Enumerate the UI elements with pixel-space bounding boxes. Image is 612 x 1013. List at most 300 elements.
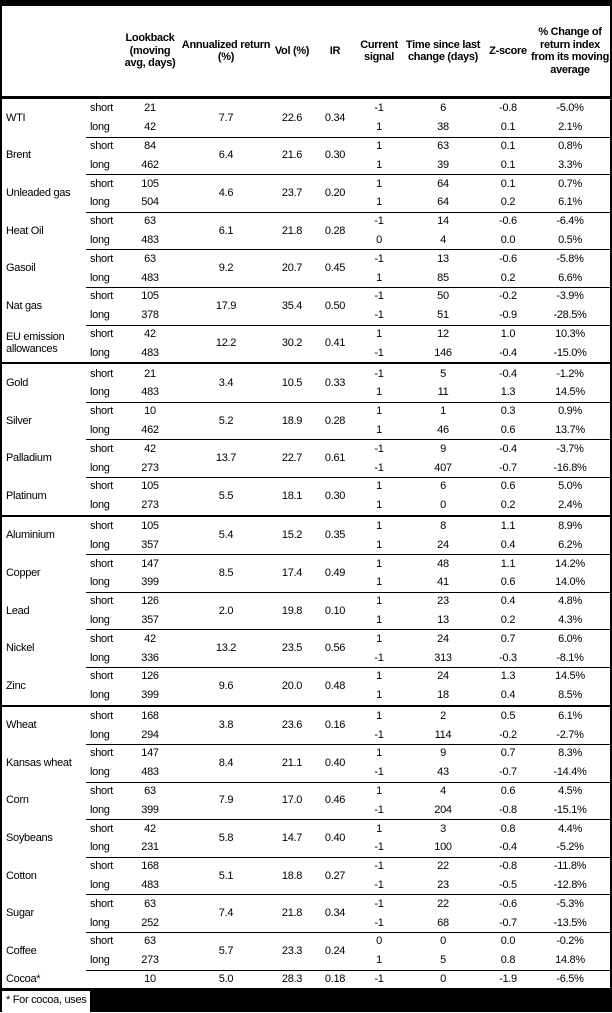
time-since-value: 4 [440, 233, 446, 246]
leg-type: short [90, 860, 113, 873]
annualized-return-value: 3.8 [218, 719, 234, 732]
leg-type: short [90, 442, 113, 455]
zscore-value: 1.0 [500, 327, 516, 340]
zscore-value: 0.4 [500, 689, 516, 702]
time-since-value: 204 [434, 803, 452, 816]
commodity-name: Nickel [6, 642, 35, 655]
signal-value: -1 [374, 651, 384, 664]
commodity-block [2, 819, 610, 857]
ir-value: 0.34 [324, 111, 346, 124]
ir-value: 0.50 [324, 299, 346, 312]
ir-value: 0.45 [324, 262, 346, 275]
zscore-value: 0.5 [500, 709, 516, 722]
vol-value: 23.5 [281, 642, 303, 655]
signal-value: -1 [374, 102, 384, 115]
lookback-value: 63 [144, 935, 156, 948]
lookback-value: 63 [144, 215, 156, 228]
leg-type: long [90, 576, 110, 589]
annualized-return-value: 8.5 [218, 566, 234, 579]
leg-type: long [90, 423, 110, 436]
lookback-value: 252 [141, 916, 159, 929]
commodity-block [2, 402, 610, 440]
lookback-value: 357 [141, 538, 159, 551]
vol-value: 21.8 [281, 224, 303, 237]
time-since-value: 39 [437, 158, 449, 171]
signal-value: -1 [374, 841, 384, 854]
lookback-value: 273 [141, 954, 159, 967]
signal-value: 1 [376, 519, 382, 532]
annualized-return-value: 7.9 [218, 794, 234, 807]
time-since-value: 4 [440, 785, 446, 798]
zscore-value: 0.0 [500, 935, 516, 948]
time-since-value: 13 [437, 252, 449, 265]
signal-value: 1 [376, 196, 382, 209]
leg-type: long [90, 309, 110, 322]
ir-value: 0.61 [324, 452, 346, 465]
commodity-name: Palladium [6, 452, 52, 465]
pct-change-value: -5.8% [556, 252, 584, 265]
time-since-value: 2 [440, 709, 446, 722]
time-since-value: 8 [440, 519, 446, 532]
commodity-block [2, 744, 610, 782]
annualized-return-value: 5.1 [218, 869, 234, 882]
annualized-return-value: 2.0 [218, 604, 234, 617]
signal-value: -1 [374, 803, 384, 816]
pct-change-value: 8.9% [558, 519, 582, 532]
leg-type: short [90, 177, 113, 190]
leg-type: long [90, 158, 110, 171]
commodity-block [2, 970, 610, 989]
leg-type: long [90, 613, 110, 626]
commodity-name: Soybeans [6, 832, 53, 845]
pct-change-value: 0.7% [558, 177, 582, 190]
commodity-block [2, 477, 610, 515]
zscore-value: 0.2 [500, 499, 516, 512]
lookback-value: 147 [141, 557, 159, 570]
pct-change-value: 10.3% [555, 327, 585, 340]
commodity-name: Kansas wheat [6, 756, 72, 769]
lookback-value: 21 [144, 102, 156, 115]
commodity-block [2, 137, 610, 175]
header-pct-change: % Change of return index from its moving average [531, 26, 610, 76]
lookback-value: 42 [144, 327, 156, 340]
signal-value: 1 [376, 670, 382, 683]
signal-value: 1 [376, 538, 382, 551]
vol-value: 23.6 [281, 719, 303, 732]
signal-value: 1 [376, 689, 382, 702]
signal-value: 1 [376, 632, 382, 645]
time-since-value: 51 [437, 309, 449, 322]
commodity-name: Lead [6, 604, 30, 617]
pct-change-value: 14.5% [555, 386, 585, 399]
annualized-return-value: 5.0 [218, 973, 234, 986]
pct-change-value: -5.2% [556, 841, 584, 854]
lookback-value: 168 [141, 860, 159, 873]
time-since-value: 18 [437, 689, 449, 702]
lookback-value: 231 [141, 841, 159, 854]
commodity-name: Gasoil [6, 262, 36, 275]
annualized-return-value: 5.5 [218, 489, 234, 502]
signal-value: -1 [374, 215, 384, 228]
lookback-value: 42 [144, 632, 156, 645]
pct-change-value: 5.0% [558, 480, 582, 493]
annualized-return-value: 9.6 [218, 679, 234, 692]
signal-value: -1 [374, 309, 384, 322]
commodity-name: Gold [6, 376, 29, 389]
lookback-value: 483 [141, 879, 159, 892]
lookback-value: 105 [141, 177, 159, 190]
ir-value: 0.35 [324, 529, 346, 542]
vol-value: 17.0 [281, 794, 303, 807]
pct-change-value: -12.8% [553, 879, 587, 892]
lookback-value: 483 [141, 386, 159, 399]
ir-value: 0.28 [324, 414, 346, 427]
pct-change-value: 14.2% [555, 557, 585, 570]
annualized-return-value: 7.7 [218, 111, 234, 124]
section-precious-metals [2, 362, 610, 514]
commodity-name: Zinc [6, 679, 26, 692]
pct-change-value: 13.7% [555, 423, 585, 436]
annualized-return-value: 6.4 [218, 149, 234, 162]
pct-change-value: 4.3% [558, 613, 582, 626]
annualized-return-value: 4.6 [218, 186, 234, 199]
pct-change-value: 6.0% [558, 632, 582, 645]
header-lookback: Lookback (moving avg, days) [124, 32, 176, 70]
pct-change-value: 4.5% [558, 785, 582, 798]
commodity-name: Silver [6, 414, 32, 427]
time-since-value: 64 [437, 196, 449, 209]
commodity-block [2, 894, 610, 932]
signal-value: -1 [374, 897, 384, 910]
zscore-value: 0.1 [500, 121, 516, 134]
header-vol: Vol (%) [274, 44, 310, 57]
pct-change-value: -14.4% [553, 766, 587, 779]
commodity-name: Unleaded gas [6, 186, 71, 199]
leg-type: short [90, 102, 113, 115]
leg-type: long [90, 538, 110, 551]
zscore-value: -0.9 [499, 309, 517, 322]
zscore-value: 1.3 [500, 670, 516, 683]
pct-change-value: -5.3% [556, 897, 584, 910]
lookback-value: 462 [141, 423, 159, 436]
pct-change-value: -2.7% [556, 728, 584, 741]
lookback-value: 126 [141, 670, 159, 683]
commodity-name: WTI [6, 111, 26, 124]
commodity-block [2, 325, 610, 363]
leg-type: long [90, 651, 110, 664]
time-since-value: 0 [440, 973, 446, 986]
time-since-value: 63 [437, 139, 449, 152]
annualized-return-value: 8.4 [218, 756, 234, 769]
time-since-value: 1 [440, 405, 446, 418]
annualized-return-value: 9.2 [218, 262, 234, 275]
commodity-block [2, 174, 610, 212]
header-current-signal: Current signal [360, 38, 398, 63]
ir-value: 0.41 [324, 337, 346, 350]
time-since-value: 6 [440, 102, 446, 115]
signal-value: 1 [376, 139, 382, 152]
commodity-block [2, 932, 610, 970]
signal-value: -1 [374, 728, 384, 741]
zscore-value: 0.2 [500, 271, 516, 284]
zscore-value: -0.6 [499, 897, 517, 910]
lookback-value: 42 [144, 442, 156, 455]
leg-type: long [90, 728, 110, 741]
lookback-value: 105 [141, 519, 159, 532]
leg-type: short [90, 405, 113, 418]
signal-value: 1 [376, 423, 382, 436]
zscore-value: 1.1 [500, 557, 516, 570]
ir-value: 0.56 [324, 642, 346, 655]
zscore-value: 0.6 [500, 785, 516, 798]
leg-type: long [90, 879, 110, 892]
vol-value: 23.3 [281, 944, 303, 957]
vol-value: 35.4 [281, 299, 303, 312]
lookback-value: 483 [141, 271, 159, 284]
redaction-block [90, 991, 611, 1012]
zscore-value: -0.5 [499, 879, 517, 892]
zscore-value: 0.0 [500, 233, 516, 246]
time-since-value: 22 [437, 860, 449, 873]
annualized-return-value: 3.4 [218, 376, 234, 389]
signal-value: -1 [374, 973, 384, 986]
signal-value: 1 [376, 595, 382, 608]
leg-type: short [90, 215, 113, 228]
pct-change-value: -8.1% [556, 651, 584, 664]
lookback-value: 84 [144, 139, 156, 152]
time-since-value: 9 [440, 747, 446, 760]
signal-value: -1 [374, 916, 384, 929]
section-base-metals [2, 515, 610, 705]
commodity-block [2, 439, 610, 477]
time-since-value: 5 [440, 367, 446, 380]
vol-value: 17.4 [281, 566, 303, 579]
commodity-block [2, 517, 610, 555]
time-since-value: 23 [437, 879, 449, 892]
signal-value: -1 [374, 367, 384, 380]
zscore-value: 0.2 [500, 613, 516, 626]
vol-value: 20.7 [281, 262, 303, 275]
commodity-name: Corn [6, 794, 29, 807]
leg-type: short [90, 290, 113, 303]
pct-change-value: 0.9% [558, 405, 582, 418]
signal-value: -1 [374, 860, 384, 873]
lookback-value: 483 [141, 346, 159, 359]
ir-value: 0.46 [324, 794, 346, 807]
pct-change-value: 4.8% [558, 595, 582, 608]
leg-type: short [90, 252, 113, 265]
zscore-value: -0.8 [499, 102, 517, 115]
leg-type: long [90, 916, 110, 929]
commodity-block [2, 364, 610, 402]
ir-value: 0.49 [324, 566, 346, 579]
zscore-value: -0.6 [499, 252, 517, 265]
lookback-value: 357 [141, 613, 159, 626]
pct-change-value: 0.5% [558, 233, 582, 246]
zscore-value: 0.1 [500, 158, 516, 171]
time-since-value: 22 [437, 897, 449, 910]
zscore-value: 0.3 [500, 405, 516, 418]
pct-change-value: -28.5% [553, 309, 587, 322]
zscore-value: 0.1 [500, 139, 516, 152]
lookback-value: 105 [141, 480, 159, 493]
lookback-value: 504 [141, 196, 159, 209]
time-since-value: 46 [437, 423, 449, 436]
zscore-value: 0.7 [500, 747, 516, 760]
lookback-value: 126 [141, 595, 159, 608]
zscore-value: -0.7 [499, 461, 517, 474]
pct-change-value: -11.8% [553, 860, 587, 873]
leg-type: long [90, 346, 110, 359]
commodity-block [2, 592, 610, 630]
leg-type: long [90, 689, 110, 702]
zscore-value: 0.6 [500, 576, 516, 589]
commodity-name: Nat gas [6, 299, 42, 312]
vol-value: 30.2 [281, 337, 303, 350]
annualized-return-value: 5.8 [218, 832, 234, 845]
time-since-value: 50 [437, 290, 449, 303]
pct-change-value: -3.9% [556, 290, 584, 303]
signal-value: -1 [374, 346, 384, 359]
ir-value: 0.34 [324, 907, 346, 920]
signal-value: -1 [374, 766, 384, 779]
ir-value: 0.40 [324, 756, 346, 769]
leg-type: long [90, 386, 110, 399]
lookback-value: 168 [141, 709, 159, 722]
vol-value: 10.5 [281, 376, 303, 389]
vol-value: 21.8 [281, 907, 303, 920]
header-ir: IR [329, 44, 341, 57]
lookback-value: 63 [144, 252, 156, 265]
time-since-value: 6 [440, 480, 446, 493]
zscore-value: -0.7 [499, 916, 517, 929]
pct-change-value: 14.8% [555, 954, 585, 967]
lookback-value: 399 [141, 576, 159, 589]
footnote-text: * For cocoa, uses [6, 994, 87, 1007]
zscore-value: -0.2 [499, 728, 517, 741]
vol-value: 23.7 [281, 186, 303, 199]
pct-change-value: 6.6% [558, 271, 582, 284]
pct-change-value: -3.7% [556, 442, 584, 455]
signal-value: 1 [376, 271, 382, 284]
footnote-bar [2, 988, 610, 1012]
signal-value: 0 [376, 233, 382, 246]
signal-value: -1 [374, 442, 384, 455]
ir-value: 0.20 [324, 186, 346, 199]
vol-value: 20.0 [281, 679, 303, 692]
signal-value: -1 [374, 879, 384, 892]
time-since-value: 0 [440, 499, 446, 512]
leg-type: short [90, 480, 113, 493]
signal-value: 1 [376, 557, 382, 570]
vol-value: 19.8 [281, 604, 303, 617]
signal-value: -1 [374, 461, 384, 474]
time-since-value: 13 [437, 613, 449, 626]
pct-change-value: -16.8% [553, 461, 587, 474]
commodity-block [2, 554, 610, 592]
commodity-name: Platinum [6, 489, 47, 502]
zscore-value: 0.4 [500, 538, 516, 551]
ir-value: 0.33 [324, 376, 346, 389]
zscore-value: -0.7 [499, 766, 517, 779]
vol-value: 18.9 [281, 414, 303, 427]
commodity-block [2, 857, 610, 895]
commodity-name: Copper [6, 566, 41, 579]
vol-value: 21.1 [281, 756, 303, 769]
lookback-value: 294 [141, 728, 159, 741]
pct-change-value: 6.1% [558, 709, 582, 722]
pct-change-value: 6.1% [558, 196, 582, 209]
vol-value: 21.6 [281, 149, 303, 162]
commodity-block [2, 629, 610, 667]
leg-type: short [90, 327, 113, 340]
leg-type: long [90, 271, 110, 284]
commodity-name: Brent [6, 149, 31, 162]
zscore-value: 0.8 [500, 954, 516, 967]
pct-change-value: 3.3% [558, 158, 582, 171]
zscore-value: -0.3 [499, 651, 517, 664]
pct-change-value: -1.2% [556, 367, 584, 380]
lookback-value: 273 [141, 461, 159, 474]
vol-value: 18.8 [281, 869, 303, 882]
header-annualized-return: Annualized return (%) [181, 38, 271, 63]
signal-value: 1 [376, 576, 382, 589]
signal-value: 1 [376, 499, 382, 512]
lookback-value: 273 [141, 499, 159, 512]
pct-change-value: 6.2% [558, 538, 582, 551]
leg-type: short [90, 709, 113, 722]
commodity-name: Aluminium [6, 529, 55, 542]
time-since-value: 5 [440, 954, 446, 967]
time-since-value: 85 [437, 271, 449, 284]
signal-value: 1 [376, 386, 382, 399]
commodity-block [2, 212, 610, 250]
annualized-return-value: 17.9 [215, 299, 237, 312]
time-since-value: 11 [437, 386, 449, 399]
vol-value: 18.1 [281, 489, 303, 502]
annualized-return-value: 12.2 [215, 337, 237, 350]
ir-value: 0.27 [324, 869, 346, 882]
lookback-value: 483 [141, 766, 159, 779]
signal-value: 1 [376, 785, 382, 798]
zscore-value: 0.7 [500, 632, 516, 645]
pct-change-value: 14.0% [555, 576, 585, 589]
ir-value: 0.16 [324, 719, 346, 732]
time-since-value: 407 [434, 461, 452, 474]
signal-value: 1 [376, 613, 382, 626]
zscore-value: 0.6 [500, 480, 516, 493]
signal-value: 1 [376, 954, 382, 967]
leg-type: long [90, 461, 110, 474]
lookback-value: 10 [144, 973, 156, 986]
commodity-block [2, 782, 610, 820]
commodity-name: Sugar [6, 907, 34, 920]
ir-value: 0.28 [324, 224, 346, 237]
pct-change-value: 2.4% [558, 499, 582, 512]
pct-change-value: -15.0% [553, 346, 587, 359]
header-time-since-last-change: Time since last change (days) [405, 38, 481, 63]
lookback-value: 42 [144, 121, 156, 134]
pct-change-value: 14.5% [555, 670, 585, 683]
zscore-value: -0.6 [499, 215, 517, 228]
leg-type: short [90, 785, 113, 798]
time-since-value: 9 [440, 442, 446, 455]
vol-value: 15.2 [281, 529, 303, 542]
time-since-value: 24 [437, 538, 449, 551]
signal-value: -1 [374, 252, 384, 265]
zscore-value: -0.8 [499, 803, 517, 816]
commodity-block [2, 707, 610, 745]
